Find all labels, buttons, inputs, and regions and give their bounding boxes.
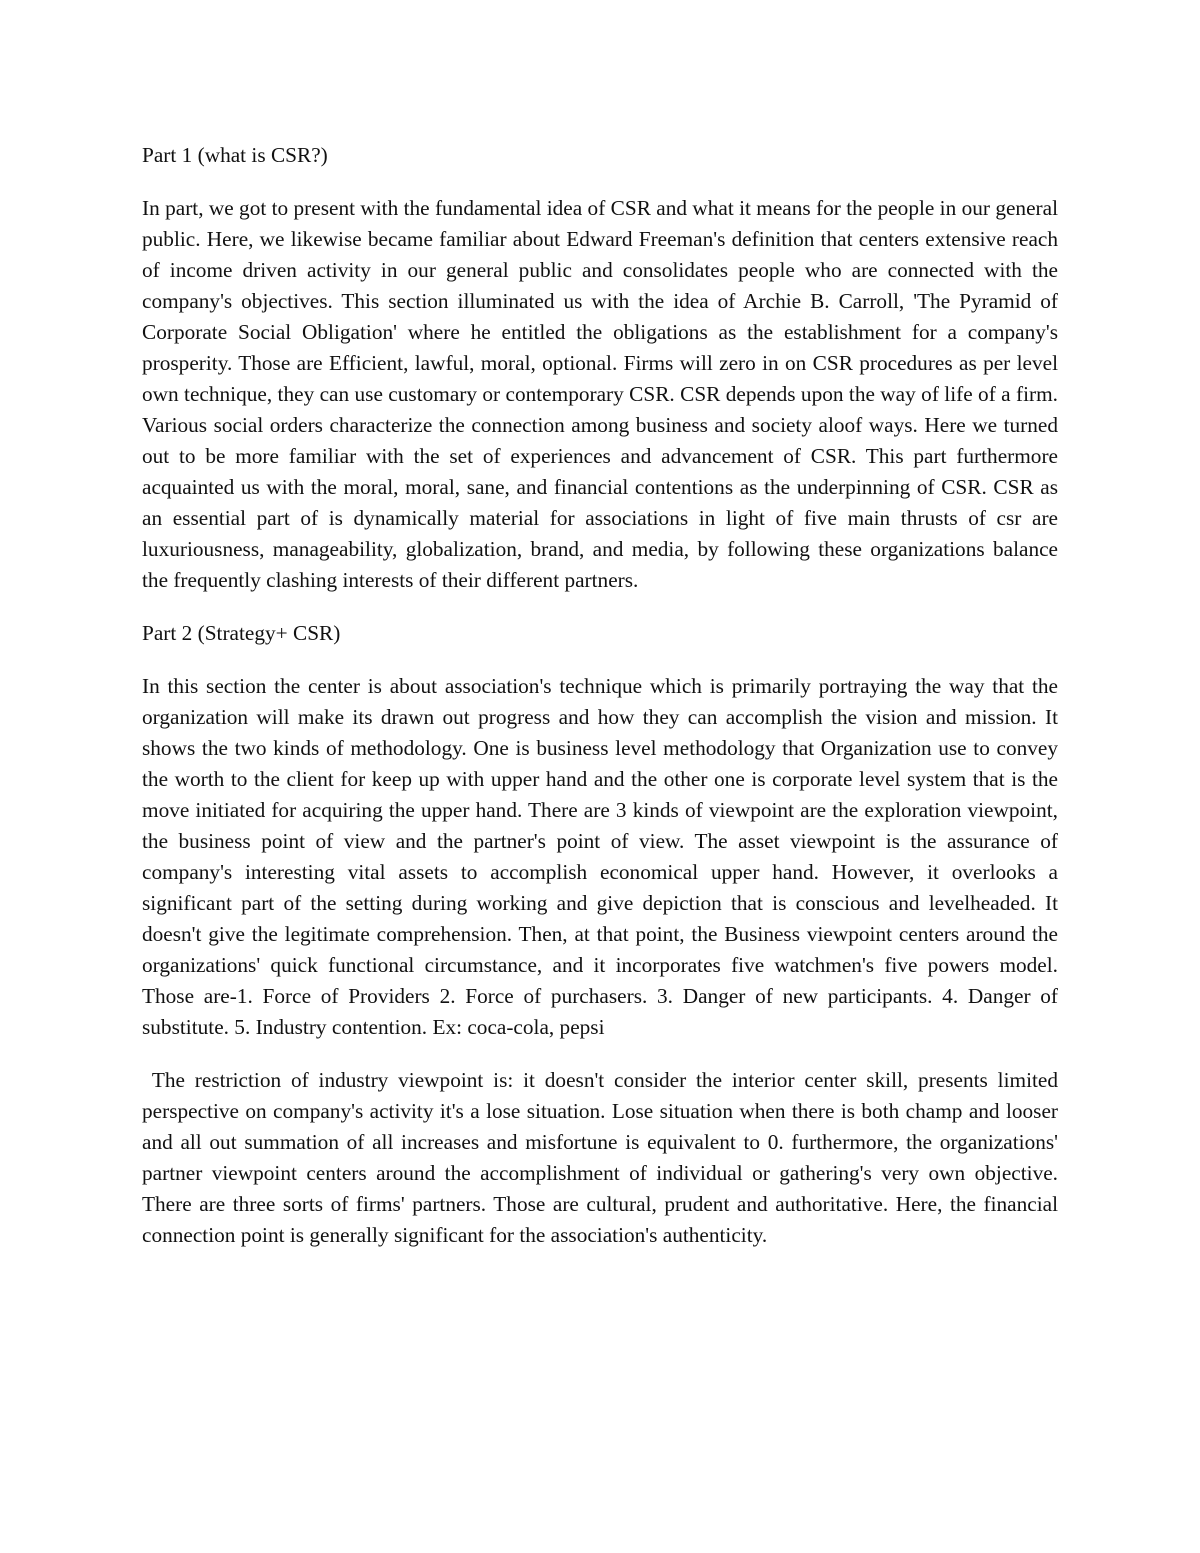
document-body [142,140,1064,1273]
paragraph: In this section the center is about association's technique which is primarily portraying the way that the organization will make its drawn out progress and how they can accomplish the vision and mission. It shows the two kinds of methodology. One is business level methodology that Organization use to convey the worth to the client for keep up with upper hand and the other one is corporate level system that is the move initiated for acquiring the upper hand. There are 3 kinds of viewpoint are the exploration viewpoint, the business point of view and the partner's point of view. The asset viewpoint is the assurance of company's interesting vital assets to accomplish economical upper hand. However, it overlooks a significant part of the setting during working and give depiction that is conscious and levelheaded. It doesn't give the legitimate comprehension. Then, at that point, the Business viewpoint centers around the organizations' quick functional circumstance, and it incorporates five watchmen's five powers model. Those are-1. Force of Providers 2. Force of purchasers. 3. Danger of new participants. 4. Danger of substitute. 5. Industry contention. Ex: coca-cola, pepsi [142,674,1058,1039]
paragraph: The restriction of industry viewpoint is: it doesn't consider the interior center skill, presents limited perspective on company's activity it's a lose situation. Lose situation when there is both champ and looser and all out summation of all increases and misfortune is equivalent to 0. furthermore, the organizations' partner viewpoint centers around the accomplishment of individual or gathering's very own objective. There are three sorts of firms' partners. Those are cultural, prudent and authoritative. Here, the financial connection point is generally significant for the association's authenticity. [142,1068,1064,1247]
section-heading-part-2: Part 2 (Strategy+ CSR) [142,621,341,645]
section-heading-part-1: Part 1 (what is CSR?) [142,143,328,167]
paragraph: In part, we got to present with the fundamental idea of CSR and what it means for the people in our general public. Here, we likewise became familiar about Edward Freeman's definition that centers extensive reach of income driven activity in our general public and consolidates people who are connected with the company's objectives. This section illuminated us with the idea of Archie B. Carroll, 'The Pyramid of Corporate Social Obligation' where he entitled the obligations as the establishment for a company's prosperity. Those are Efficient, lawful, moral, optional. Firms will zero in on CSR procedures as per level own technique, they can use customary or contemporary CSR. CSR depends upon the way of life of a firm. Various social orders characterize the connection among business and society aloof ways. Here we turned out to be more familiar with the set of experiences and advancement of CSR. This part furthermore acquainted us with the moral, moral, sane, and financial contentions as the underpinning of CSR. CSR as an essential part of is dynamically material for associations in light of five main thrusts of csr are luxuriousness, manageability, globalization, brand, and media, by following these organizations balance the frequently clashing interests of their different partners. [142,196,1058,592]
